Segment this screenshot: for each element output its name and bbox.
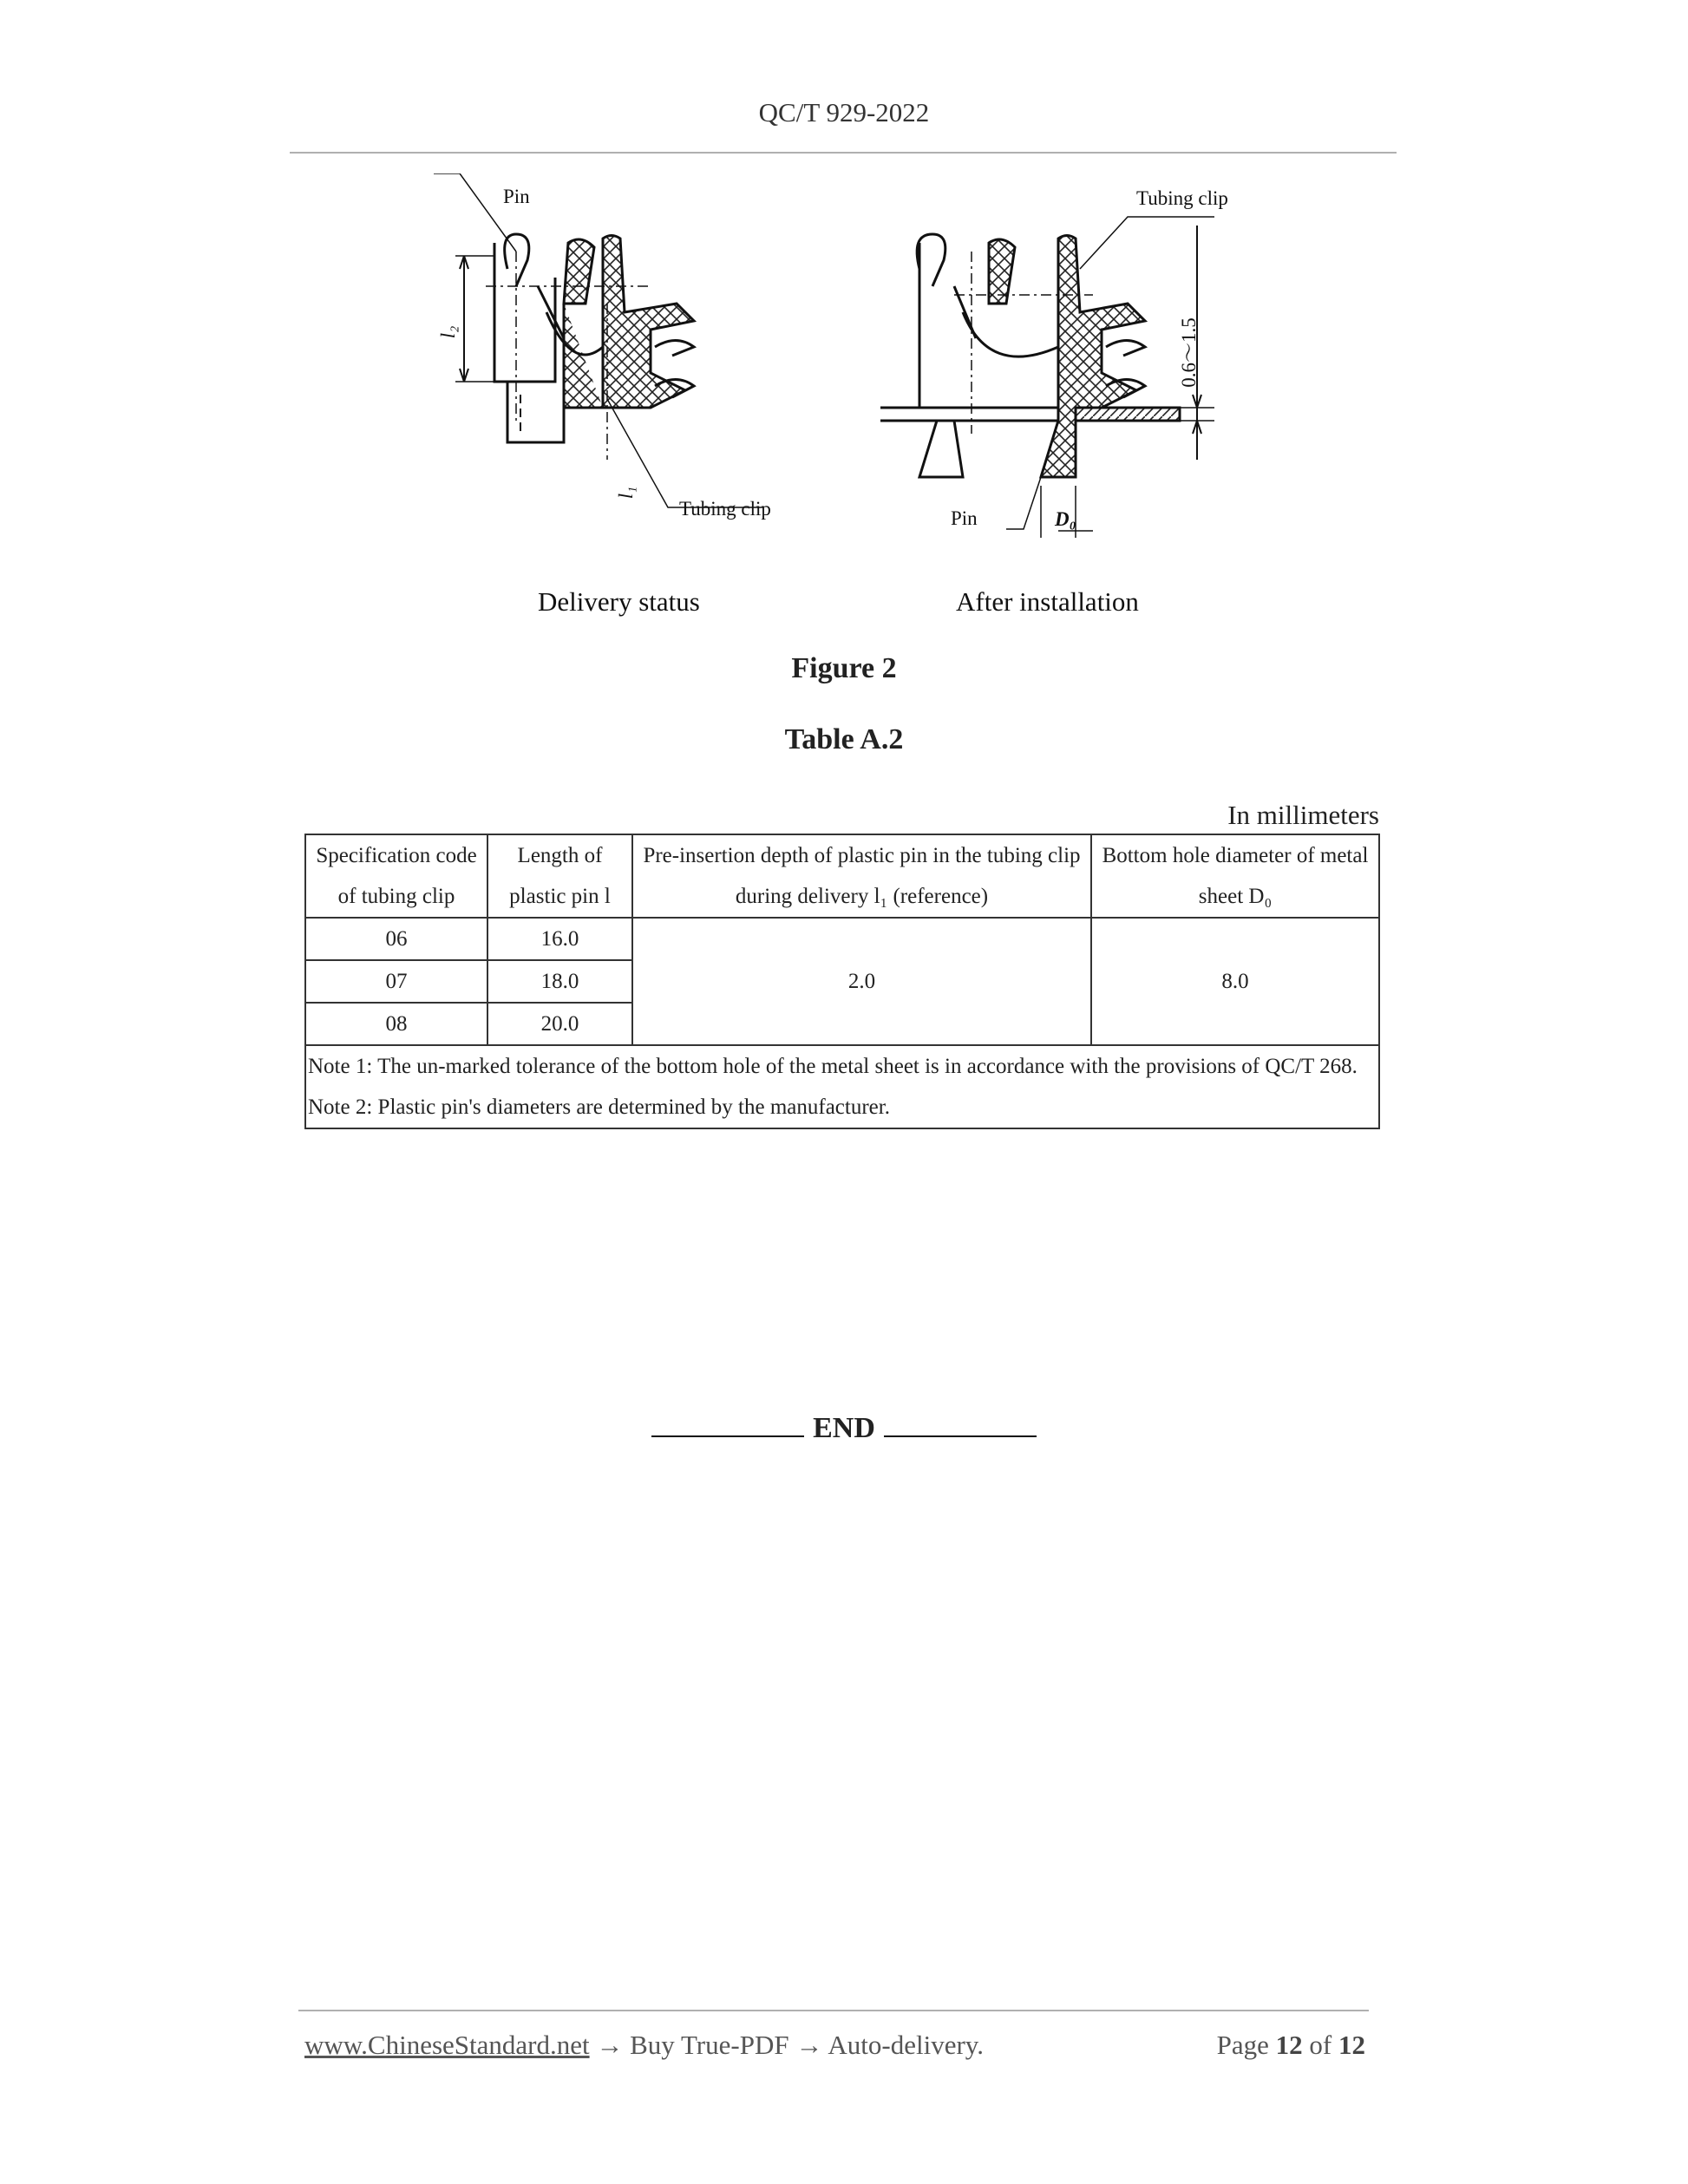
of-label: of [1309, 2030, 1332, 2060]
end-text: END [813, 1412, 875, 1444]
table-notes-cell [305, 1045, 1379, 1128]
d0-dimension-label: D₀ [1055, 508, 1076, 530]
note-2: Note 2: Plastic pin's diameters are determined by the manufacturer. [308, 1095, 890, 1119]
cell-length: 20.0 [487, 1003, 632, 1045]
cell-diameter-merged: 8.0 [1091, 918, 1379, 1045]
figure-2-drawing [434, 173, 1266, 617]
cell-code: 07 [305, 960, 487, 1003]
after-installation-drawing [880, 217, 1214, 538]
pin-label-left: Pin [503, 186, 530, 207]
tubing-clip-label-left: Tubing clip [679, 498, 771, 520]
buy-pdf-link[interactable]: Buy True-PDF [630, 2030, 789, 2060]
table-title: Table A.2 [784, 723, 904, 755]
cell-length: 16.0 [487, 918, 632, 960]
arrow-icon: → [596, 2030, 624, 2060]
cell-depth-merged: 2.0 [632, 918, 1091, 1045]
l1-dimension-label: l₁ [615, 486, 638, 500]
page-total: 12 [1338, 2030, 1365, 2060]
header-divider [290, 152, 1397, 154]
pin-label-right: Pin [951, 507, 978, 529]
clip-drawing-svg [434, 173, 1266, 564]
page-number [1217, 2030, 1365, 2061]
end-rule-right [884, 1409, 1037, 1437]
header-pin-length: Length of plastic pin l [487, 834, 632, 918]
header-pre-insertion-depth: Pre-insertion depth of plastic pin in the tubing clip during delivery l₁ (reference) [632, 834, 1091, 918]
page-label: Page [1216, 2030, 1269, 2060]
tubing-clip-label-right: Tubing clip [1136, 187, 1228, 209]
units-note: In millimeters [1227, 800, 1379, 830]
header-bottom-hole-diameter: Bottom hole diameter of metal sheet D₀ [1091, 834, 1379, 918]
caption-delivery-status: Delivery status [538, 586, 700, 617]
page-current: 12 [1275, 2030, 1303, 2060]
delivery-status-drawing [434, 173, 763, 507]
auto-delivery-text: Auto-delivery. [828, 2030, 985, 2060]
cell-length: 18.0 [487, 960, 632, 1003]
spec-table [304, 834, 1380, 1129]
end-marker [0, 1409, 1688, 1445]
site-link[interactable]: www.ChineseStandard.net [304, 2030, 590, 2060]
gap-dimension-label: 0.6～1.5 [1177, 317, 1200, 388]
note-1: Note 1: The un-marked tolerance of the bottom hole of the metal sheet is in accordance with the provisions of QC/T 268. [308, 1055, 1358, 1078]
cell-code: 08 [305, 1003, 487, 1045]
end-rule-left [651, 1409, 804, 1437]
table-row [305, 918, 1379, 960]
l2-dimension-label: l₂ [437, 325, 460, 339]
caption-after-installation: After installation [956, 586, 1139, 617]
footer-links [304, 2030, 984, 2061]
table-notes-row [305, 1045, 1379, 1128]
header-spec-code: Specification code of tubing clip [305, 834, 487, 918]
footer-divider [298, 2010, 1369, 2011]
table-header-row [305, 834, 1379, 918]
document-code-header: QC/T 929-2022 [758, 97, 930, 128]
cell-code: 06 [305, 918, 487, 960]
figure-title: Figure 2 [791, 652, 897, 684]
arrow-icon: → [795, 2030, 823, 2060]
